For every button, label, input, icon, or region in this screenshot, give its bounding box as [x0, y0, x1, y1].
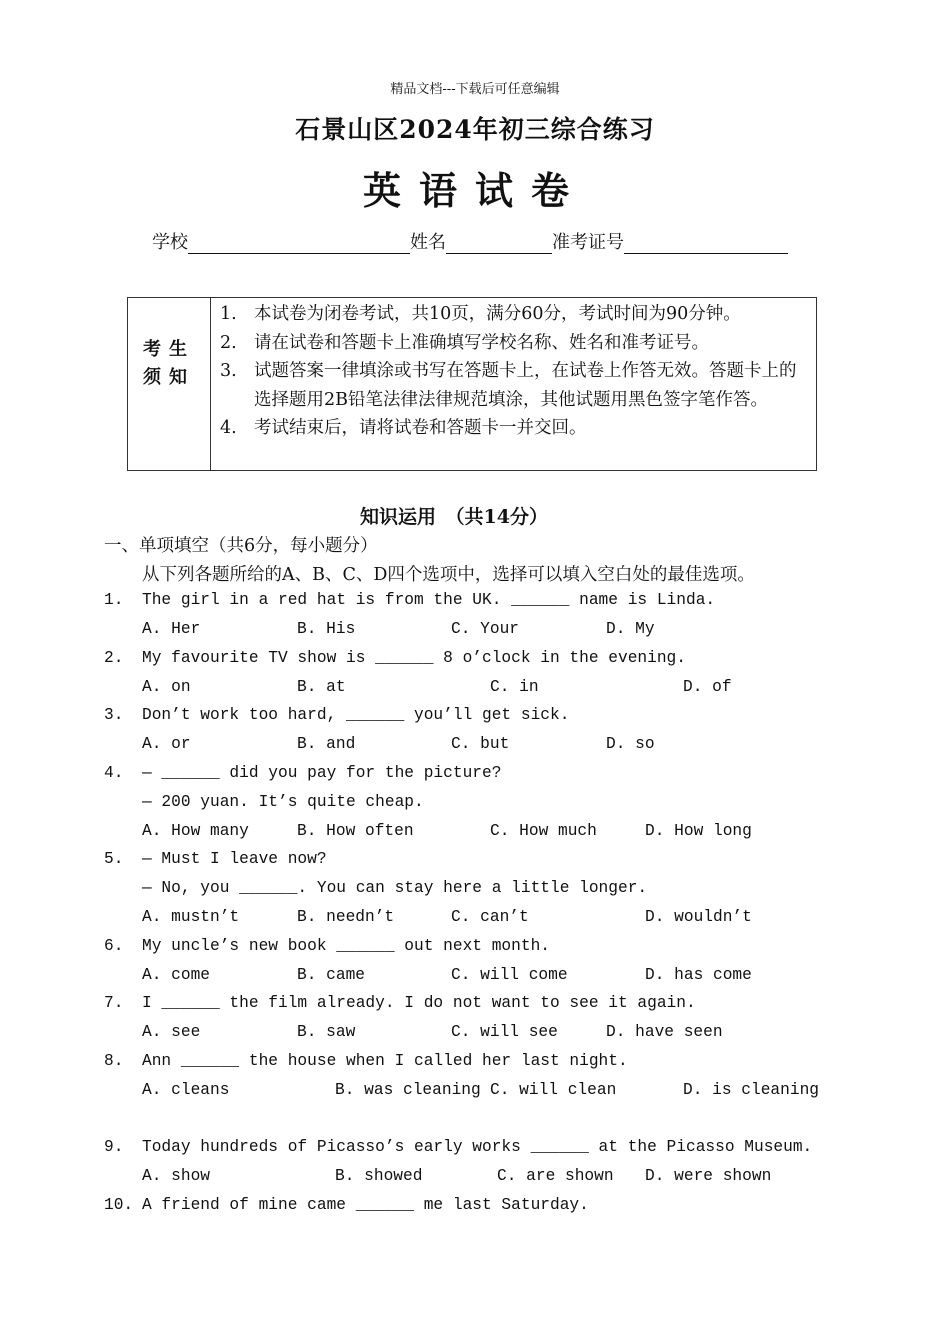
option-b[interactable]: B. was cleaning	[335, 1081, 481, 1099]
option-d[interactable]: D. is cleaning	[683, 1081, 819, 1099]
option-c[interactable]: C. are shown	[497, 1167, 614, 1185]
question-number: 10.	[104, 1196, 134, 1214]
question-number: 7.	[104, 994, 124, 1012]
info-line	[152, 228, 812, 254]
notice-item-text: 考试结束后，请将试卷和答题卡一并交回。	[254, 418, 587, 439]
option-b[interactable]: B. showed	[335, 1167, 423, 1185]
option-d[interactable]: D. My	[606, 620, 655, 638]
option-a[interactable]: A. come	[142, 966, 210, 984]
option-a[interactable]: A. show	[142, 1167, 210, 1185]
question-number: 3.	[104, 706, 124, 724]
part-title: 一、单项填空（共6分，每小题分）	[104, 536, 378, 556]
option-d[interactable]: D. How long	[645, 822, 752, 840]
option-a[interactable]: A. How many	[142, 822, 249, 840]
question-text: The girl in a red hat is from the UK. ______ name is Linda.	[142, 591, 716, 609]
option-a[interactable]: A. mustn’t	[142, 908, 240, 926]
notice-label-line2: 须知	[143, 367, 195, 388]
option-b[interactable]: B. needn’t	[297, 908, 395, 926]
name-blank[interactable]	[446, 235, 552, 254]
question-number: 2.	[104, 649, 124, 667]
question-text: — ______ did you pay for the picture?	[142, 764, 502, 782]
option-b[interactable]: B. and	[297, 735, 356, 753]
notice-item-num: 4.	[220, 418, 237, 439]
notice-label-cell	[128, 298, 211, 470]
question-text: My uncle’s new book ______ out next month.	[142, 937, 550, 955]
exam-title: 石景山区2024年初三综合练习	[295, 115, 655, 144]
notice-item-text: 请在试卷和答题卡上准确填写学校名称、姓名和准考证号。	[254, 332, 709, 353]
question-text: — No, you ______. You can stay here a little longer.	[142, 879, 648, 897]
question-text: My favourite TV show is ______ 8 o’clock in the evening.	[142, 649, 686, 667]
notice-item	[220, 300, 810, 329]
notice-item-num: 2.	[220, 332, 237, 353]
option-d[interactable]: D. has come	[645, 966, 752, 984]
option-a[interactable]: A. see	[142, 1023, 201, 1041]
question-number: 9.	[104, 1138, 124, 1156]
notice-item-num: 1.	[220, 304, 237, 324]
option-c[interactable]: C. Your	[451, 620, 519, 638]
school-blank[interactable]	[188, 235, 410, 254]
notice-items	[220, 300, 810, 443]
option-c[interactable]: C. can’t	[451, 908, 529, 926]
notice-item-text: 本试卷为闭卷考试，共10页，满分60分，考试时间为90分钟。	[254, 304, 741, 324]
notice-item	[220, 414, 810, 443]
option-b[interactable]: B. How often	[297, 822, 414, 840]
option-d[interactable]: D. so	[606, 735, 655, 753]
question-number: 1.	[104, 591, 124, 609]
name-label: 姓名	[410, 232, 446, 253]
option-b[interactable]: B. at	[297, 678, 346, 696]
option-b[interactable]: B. saw	[297, 1023, 356, 1041]
option-d[interactable]: D. have seen	[606, 1023, 723, 1041]
question-number: 8.	[104, 1052, 124, 1070]
section-title: 知识运用 （共14分）	[360, 506, 548, 528]
option-d[interactable]: D. of	[683, 678, 732, 696]
exam-subtitle: 英语试卷	[362, 168, 587, 213]
question-number: 5.	[104, 850, 124, 868]
instruction: 从下列各题所给的A、B、C、D四个选项中，选择可以填入空白处的最佳选项。	[142, 565, 755, 585]
option-c[interactable]: C. will clean	[490, 1081, 617, 1099]
option-a[interactable]: A. or	[142, 735, 191, 753]
option-d[interactable]: D. wouldn’t	[645, 908, 752, 926]
option-a[interactable]: A. cleans	[142, 1081, 230, 1099]
option-b[interactable]: B. His	[297, 620, 356, 638]
option-c[interactable]: C. will come	[451, 966, 568, 984]
option-a[interactable]: A. on	[142, 678, 191, 696]
question-text: Ann ______ the house when I called her last night.	[142, 1052, 628, 1070]
option-d[interactable]: D. were shown	[645, 1167, 772, 1185]
question-text: I ______ the film already. I do not want to see it again.	[142, 994, 696, 1012]
top-note: 精品文档---下载后可任意编辑	[390, 82, 560, 97]
notice-box	[127, 297, 817, 471]
option-c[interactable]: C. How much	[490, 822, 597, 840]
notice-label-line1: 考生	[143, 339, 195, 360]
question-number: 6.	[104, 937, 124, 955]
exam-id-blank[interactable]	[624, 235, 788, 254]
question-number: 4.	[104, 764, 124, 782]
option-c[interactable]: C. but	[451, 735, 510, 753]
option-b[interactable]: B. came	[297, 966, 365, 984]
notice-item	[220, 357, 810, 414]
notice-item-text: 试题答案一律填涂或书写在答题卡上，在试卷上作答无效。答题卡上的选择题用2B铅笔法律法律规范填涂，其他试题用黑色签字笔作答。	[254, 361, 797, 410]
school-label: 学校	[152, 232, 188, 253]
question-text: A friend of mine came ______ me last Saturday.	[142, 1196, 589, 1214]
option-c[interactable]: C. will see	[451, 1023, 558, 1041]
option-c[interactable]: C. in	[490, 678, 539, 696]
notice-item	[220, 329, 810, 358]
option-a[interactable]: A. Her	[142, 620, 201, 638]
notice-item-num: 3.	[220, 361, 237, 382]
question-text: — 200 yuan. It’s quite cheap.	[142, 793, 424, 811]
exam-id-label: 准考证号	[552, 232, 624, 253]
question-text: Don’t work too hard, ______ you’ll get sick.	[142, 706, 570, 724]
question-text: — Must I leave now?	[142, 850, 327, 868]
question-text: Today hundreds of Picasso’s early works ______ at the Picasso Museum.	[142, 1138, 813, 1156]
